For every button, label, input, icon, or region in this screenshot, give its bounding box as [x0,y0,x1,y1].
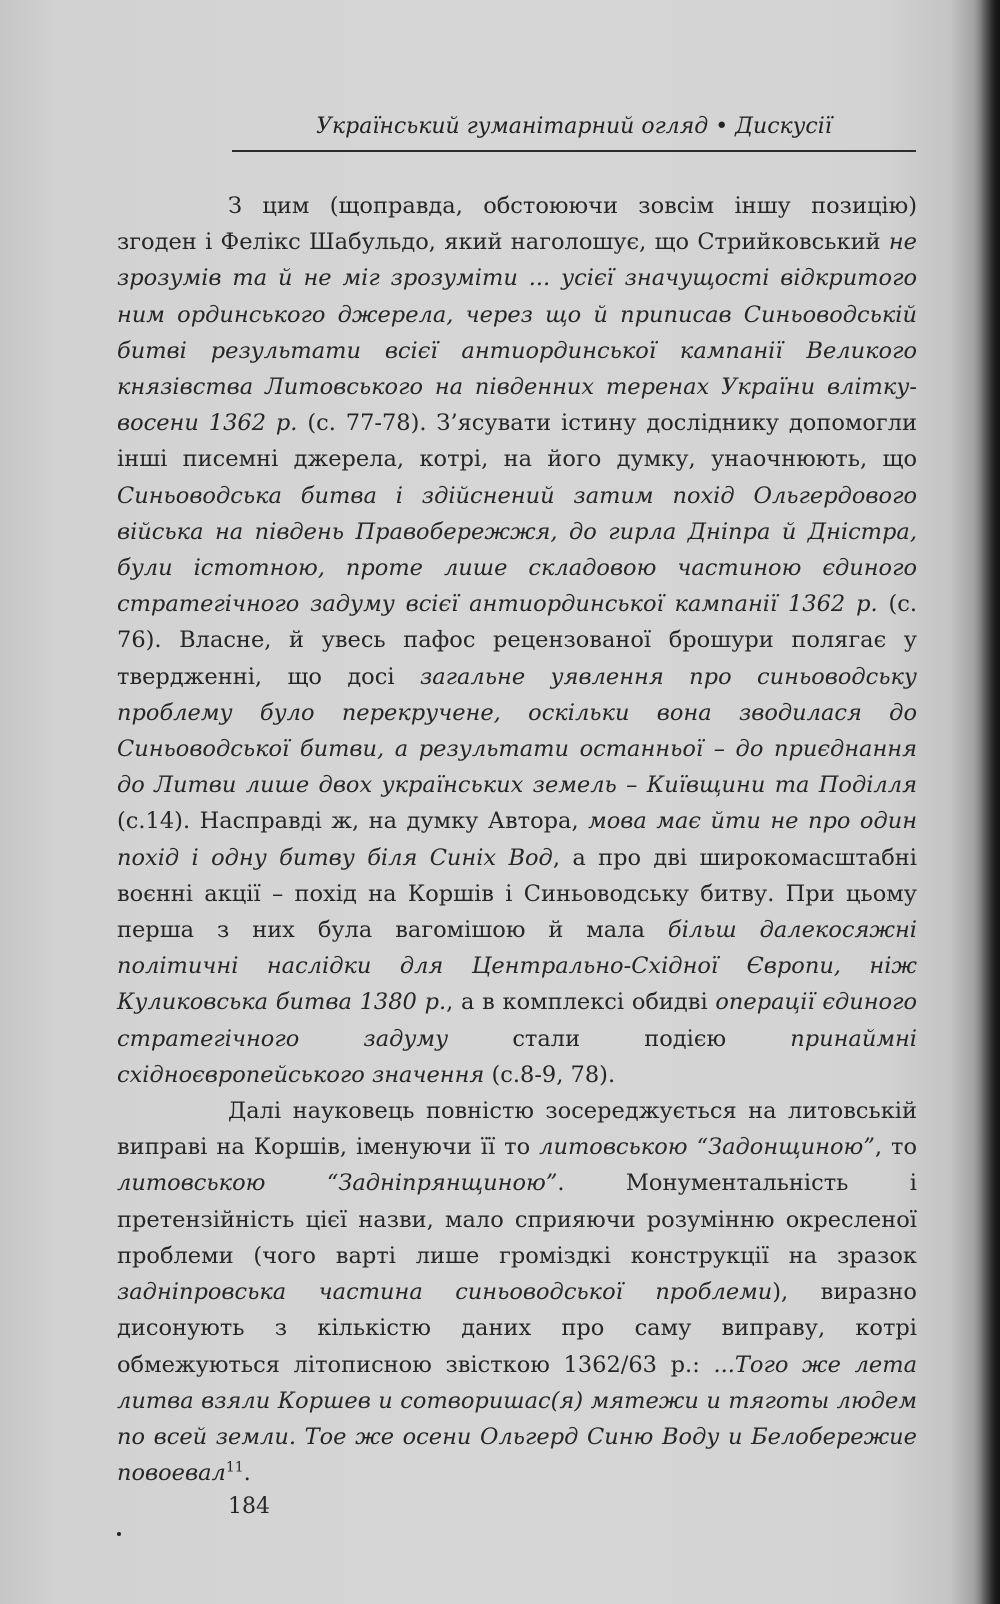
p2-run: . Монументальність і претензійність цієї назви, мало сприяючи розумінню окресленої проблеми (чого варті лише громіздкі конструкції на зразок [117,1170,917,1269]
page-number: 184 [228,1494,270,1519]
p1-italic-run: не зрозумів та й не міг зрозуміти ... усієї значущості відкритого ним ординського джерела, через що й приписав Синьоводській битві результати всієї антиординської кампанії Великого князівства Литовського на південних теренах України влітку-восени 1362 р. [117,229,917,437]
p2-italic-run: задніпровська частина синьоводської проблеми [117,1279,773,1306]
p1-run: (с.14). Насправді ж, на думку Автора, [117,808,589,835]
p1-italic-run: мова має йти не про один похід і одну битву біля Синіх Вод [117,808,918,871]
p2-italic-run: литовською “Задніпрянщиною” [117,1170,558,1197]
p2-italic-run: литовською “Задонщиною” [539,1134,875,1161]
footnote-ref: 11 [225,1459,244,1476]
p2-run: , то [874,1134,917,1161]
p1-italic-run: Синьоводська битва і здійснений затим похід Ольгердового війська на південь Правобережжя, до гирла Дніпра й Дністра, були істотною, проте лише складовою частиною єдиного стратегічного задуму всієї антиординської кампанії 1362 р. [117,482,917,618]
p1-italic-run: операції єдиного стратегічного задуму [117,989,917,1052]
p2-run-end: . [243,1460,251,1487]
print-speck [117,1532,121,1536]
p1-run: (с. 77-78). З’ясувати істину досліднику допомогли інші писемні джерела, котрі, на його думку, унаочнюють, що [117,410,917,473]
p1-italic-run: принаймні східноєвропейського значення [117,1025,917,1088]
p1-run: З цим (щоправда, обстоюючи зовсім іншу позицію) згоден і Фелікс Шабульдо, який наголошує, що Стрийковський [117,193,917,256]
p1-run: (с.8-9, 78). [484,1061,616,1088]
p1-italic-run: більш далекосяжні політичні наслідки для Центрально-Східної Європи, ніж Куликовська битва 1380 р. [117,917,917,1016]
paragraph-2 [117,1093,917,1491]
p1-italic-run: загальне уявлення про синьоводську проблему було перекручене, оскільки вона зводилася до Синьоводської битви, а результати останньої – до приєднання до Литви лише двох українських земель – Київщини та Поділля [117,663,917,799]
p2-italic-run: ...Того же лета литва взяли Коршев и сотворишас(я) мятежи и тяготы людем по всей земли. Тое же осени Ольгерд Синю Воду и Белобережие повоевал [117,1351,917,1487]
p2-run: ), виразно дисонують з кількістю даних про саму виправу, котрі обмежуються літописною звісткою 1362/63 р.: [117,1279,917,1378]
binding-shadow [974,0,1000,1604]
body-text [117,188,917,1491]
p1-run: (с. 76). Власне, й увесь пафос рецензованої брошури полягає у твердженні, що досі [117,591,917,690]
p2-run: Далі науковець повністю зосереджується на литовській виправі на Коршів, іменуючи її то [117,1098,917,1161]
running-head: Український гуманітарний огляд • Дискусії [232,110,916,152]
p1-run: стали подією [448,1025,791,1052]
paragraph-1 [117,188,917,1093]
p1-run: , а в комплексі обидві [446,989,716,1016]
p1-run: , а про дві широкомасштабні воєнні акції – похід на Коршів і Синьоводську битву. При цьому перша з них була вагомішою й мала [117,844,917,944]
